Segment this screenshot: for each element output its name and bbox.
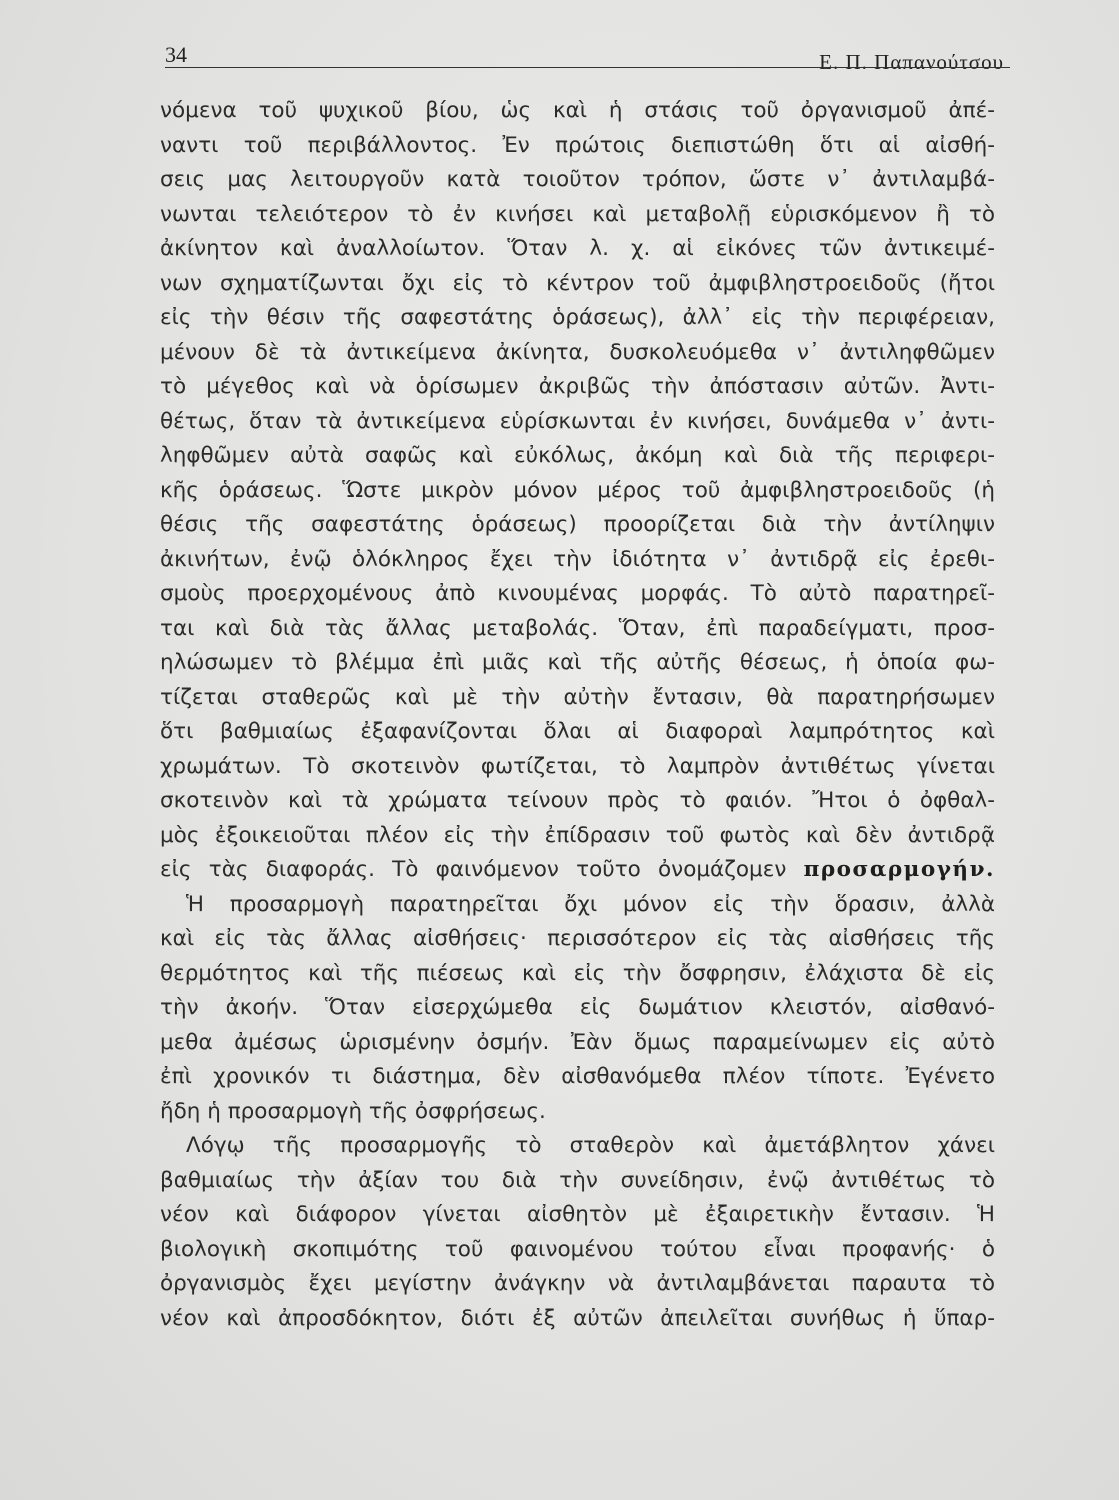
text-line: κῆς ὁράσεως. Ὥστε μικρὸν μόνον μέρος τοῦ ἀμφιβληστροειδοῦς (ἡ xyxy=(160,477,995,503)
text-line: μεθα ἀμέσως ὡρισμένην ὀσμήν. Ἐὰν ὅμως παραμείνωμεν εἰς αὐτὸ xyxy=(160,1029,995,1055)
text-line: εἰς τὴν θέσιν τῆς σαφεστάτης ὁράσεως), ἀλλ᾽ εἰς τὴν περιφέρειαν, xyxy=(160,305,995,330)
body-text xyxy=(160,94,995,1336)
page-header xyxy=(165,38,1010,74)
running-head: Ε. Π. Παπανούτσου xyxy=(819,50,1004,74)
text-line: νων σχηματίζωνται ὄχι εἰς τὸ κέντρον τοῦ ἀμφιβληστροειδοῦς (ἤτοι xyxy=(160,270,995,296)
text-line: ὅτι βαθμιαίως ἐξαφανίζονται ὅλαι αἱ διαφοραὶ λαμπρότητος καὶ xyxy=(160,719,995,744)
text-line: ηλώσωμεν τὸ βλέμμα ἐπὶ μιᾶς καὶ τῆς αὐτῆς θέσεως, ἡ ὁποία φω- xyxy=(160,650,995,675)
text-line: βιολογικὴ σκοπιμότης τοῦ φαινομένου τούτου εἶναι προφανής· ὁ xyxy=(160,1236,995,1262)
paragraph-end-line: ἤδη ἡ προσαρμογὴ τῆς ὀσφρήσεως. xyxy=(160,1098,546,1124)
text-line: νέον καὶ διάφορον γίνεται αἰσθητὸν μὲ ἐξαιρετικὴν ἔντασιν. Ἡ xyxy=(160,1202,995,1227)
text-line: τὴν ἀκοήν. Ὅταν εἰσερχώμεθα εἰς δωμάτιον κλειστόν, αἰσθανό- xyxy=(160,995,995,1020)
text-line: καὶ εἰς τὰς ἄλλας αἰσθήσεις· περισσότερον εἰς τὰς αἰσθήσεις τῆς xyxy=(160,926,995,951)
text-line-with-term xyxy=(160,853,995,888)
text-line-segment: εἰς τὰς διαφοράς. Τὸ φαινόμενον τοῦτο ὀνομάζομεν xyxy=(160,857,787,882)
text-line: τὸ μέγεθος καὶ νὰ ὁρίσωμεν ἀκριβῶς τὴν ἀπόστασιν αὐτῶν. Ἀντι- xyxy=(160,374,995,399)
text-line: ἐπὶ χρονικόν τι διάστημα, δὲν αἰσθανόμεθα πλέον τίποτε. Ἐγένετο xyxy=(160,1064,995,1089)
text-line: νόμενα τοῦ ψυχικοῦ βίου, ὡς καὶ ἡ στάσις τοῦ ὀργανισμοῦ ἀπέ- xyxy=(160,98,995,123)
paragraph-start-line: Ἡ προσαρμογὴ παρατηρεῖται ὄχι μόνον εἰς τὴν ὅρασιν, ἀλλὰ xyxy=(186,891,995,917)
text-line: τίζεται σταθερῶς καὶ μὲ τὴν αὐτὴν ἔντασιν, θὰ παρατηρήσωμεν xyxy=(160,684,995,710)
text-line: θερμότητος καὶ τῆς πιέσεως καὶ εἰς τὴν ὄσφρησιν, ἐλάχιστα δὲ εἰς xyxy=(160,960,995,986)
text-line: ἀκινήτων, ἐνῷ ὁλόκληρος ἔχει τὴν ἰδιότητα ν᾽ ἀντιδρᾷ εἰς ἐρεθι- xyxy=(160,546,995,572)
text-line: ται καὶ διὰ τὰς ἄλλας μεταβολάς. Ὅταν, ἐπὶ παραδείγματι, προσ- xyxy=(160,615,995,641)
text-line: ὀργανισμὸς ἔχει μεγίστην ἀνάγκην νὰ ἀντιλαμβάνεται παραυτα τὸ xyxy=(160,1271,995,1296)
text-line: βαθμιαίως τὴν ἀξίαν του διὰ τὴν συνείδησιν, ἐνῷ ἀντιθέτως τὸ xyxy=(160,1167,995,1193)
text-line: θέτως, ὅταν τὰ ἀντικείμενα εὑρίσκωνται ἐν κινήσει, δυνάμεθα ν᾽ ἀντι- xyxy=(160,408,995,434)
text-line: χρωμάτων. Τὸ σκοτεινὸν φωτίζεται, τὸ λαμπρὸν ἀντιθέτως γίνεται xyxy=(160,753,995,779)
text-line: σμοὺς προερχομένους ἀπὸ κινουμένας μορφάς. Τὸ αὐτὸ παρατηρεῖ- xyxy=(160,581,995,606)
header-rule xyxy=(165,67,1010,68)
paragraph-start-line: Λόγῳ τῆς προσαρμογῆς τὸ σταθερὸν καὶ ἀμετάβλητον χάνει xyxy=(186,1133,995,1158)
page-number: 34 xyxy=(165,42,187,67)
text-line: ληφθῶμεν αὐτὰ σαφῶς καὶ εὐκόλως, ἀκόμη καὶ διὰ τῆς περιφερι- xyxy=(160,443,995,468)
text-line: θέσις τῆς σαφεστάτης ὁράσεως) προορίζεται διὰ τὴν ἀντίληψιν xyxy=(160,512,995,537)
text-line: μένουν δὲ τὰ ἀντικείμενα ἀκίνητα, δυσκολευόμεθα ν᾽ ἀντιληφθῶμεν xyxy=(160,339,995,365)
text-line: μὸς ἐξοικειοῦται πλέον εἰς τὴν ἐπίδρασιν τοῦ φωτὸς καὶ δὲν ἀντιδρᾷ xyxy=(160,822,995,848)
text-line: νέον καὶ ἀπροσδόκητον, διότι ἐξ αὐτῶν ἀπειλεῖται συνήθως ἡ ὕπαρ- xyxy=(160,1305,995,1331)
key-term: προσαρμογήν. xyxy=(803,857,995,882)
text-line: ναντι τοῦ περιβάλλοντος. Ἐν πρώτοις διεπιστώθη ὅτι αἱ αἰσθή- xyxy=(160,132,995,158)
text-line: νωνται τελειότερον τὸ ἐν κινήσει καὶ μεταβολῇ εὑρισκόμενον ἢ τὸ xyxy=(160,201,995,227)
text-line: ἀκίνητον καὶ ἀναλλοίωτον. Ὅταν λ. χ. αἱ εἰκόνες τῶν ἀντικειμέ- xyxy=(160,236,995,261)
text-line: σεις μας λειτουργοῦν κατὰ τοιοῦτον τρόπον, ὥστε ν᾽ ἀντιλαμβά- xyxy=(160,167,995,192)
text-line: σκοτεινὸν καὶ τὰ χρώματα τείνουν πρὸς τὸ φαιόν. Ἤτοι ὁ ὀφθαλ- xyxy=(160,788,995,813)
